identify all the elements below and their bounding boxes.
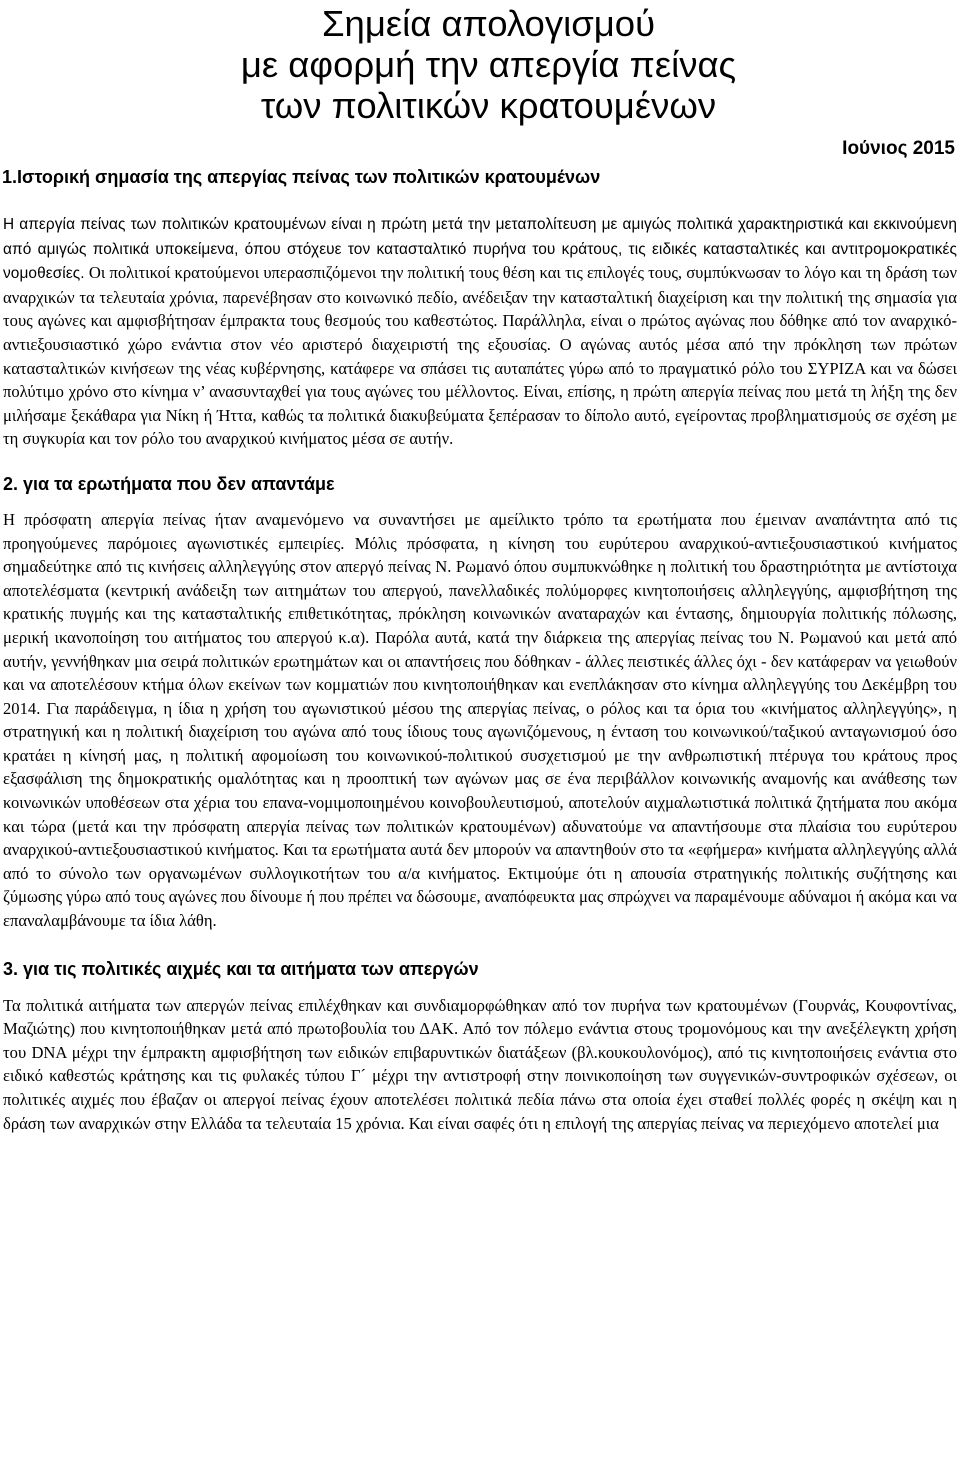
section-paragraph-1 (3, 212, 957, 451)
title-line: με αφορμή την απεργία πείνας (240, 44, 737, 85)
section-heading-3: 3. για τις πολιτικές αιχμές και τα αιτήματα των απεργών (3, 958, 479, 979)
title-line: των πολιτικών κρατουμένων (260, 85, 717, 126)
paragraph-sans-text: Η απεργία πείνας των πολιτικών κρατουμένων είναι η πρώτη μετά την μεταπολίτευση με αμιγώς πολιτικά χαρακτηριστικά και εκκινούμενη από αμιγώς πολιτικά υποκείμενα, όπου στόχευε τον κατασταλτικό πυρήνα του κράτους, τις ειδικές κατασταλτικές και αντιτρομοκρατικές νομοθεσίες. (3, 216, 957, 283)
section-heading-1: 1.Ιστορική σημασία της απεργίας πείνας των πολιτικών κρατουμένων (2, 167, 601, 187)
document-date: Ιούνιος 2015 (842, 138, 955, 159)
document-title (3, 0, 957, 126)
section-paragraph-3: Τα πολιτικά αιτήματα των απεργών πείνας επιλέχθηκαν και συνδιαμορφώθηκαν από τον πυρήνα των κρατουμένων (Γουρνάς, Κουφοντίνας, Μαζιώτης) που κινητοποιήθηκαν μετά από πρωτοβουλία του ΔΑΚ. Από τον πόλεμο ενάντια στους τρομονόμους και την ανεξέλεγκτη χρήση του DNA μέχρι την έμπρακτη αμφισβήτηση των ειδικών επιβαρυντικών διατάξεων (βλ.κουκουλονόμος), από τις κινητοποιήσεις ενάντια στο ειδικό καθεστώς κράτησης και τις φυλακές τύπου Γ´ μέχρι την αντιστροφή στην ποινικοποίηση των συγγενικών-συντροφικών σχέσεων, οι πολιτικές αιχμές που έβαζαν οι απεργοί πείνας έχουν αποτελέσει πολιτικά πεδία πάνω στα οποία έχει σταθεί πολλές φορές η σκέψη και η δράση των αναρχικών στην Ελλάδα τα τελευταία 15 χρόνια. Και είναι σαφές ότι η επιλογή της απεργίας πείνας να περιεχόμενο αποτελεί μια (3, 995, 957, 1133)
title-line: Σημεία απολογισμού (321, 3, 656, 44)
section-paragraph-2: Η πρόσφατη απεργία πείνας ήταν αναμενόμενο να συναντήσει με αμείλικτο τρόπο τα ερωτήματα που έμειναν αναπάντητα από τις προηγούμενες παρόμοιες αγωνιστικές εμπειρίες. Μόλις πρόσφατα, η κίνηση του ευρύτερου αναρχικού-αντιεξουσιαστικού κινήματος σημαδεύτηκε από τις κινήσεις αλληλεγγύης στον απεργό πείνας Ν. Ρωμανό όπου συμπυκνώθηκε η πολιτική του δραστηριότητα με αντίστοιχα αποτελέσματα (κεντρική ανάδειξη των αιτημάτων του απεργού, πανελλαδικές πολύμορφες κινητοποιήσεις αλληλεγγύης, αμφισβήτηση της κρατικής πυγμής και της κατασταλτικής επιθετικότητας, πρόκληση κοινωνικών αναταραχών και έντασης, δημιουργία πολιτικής πόλωσης, μερική ικανοποίηση του αιτήματος του απεργού κ.α). Παρόλα αυτά, κατά την διάρκεια της απεργίας πείνας του Ν. Ρωμανού και μετά από αυτήν, γεννήθηκαν μια σειρά πολιτικών ερωτημάτων και οι απαντήσεις που δόθηκαν - άλλες πειστικές άλλες όχι - δεν κατάφεραν να γειωθούν και να αποτελέσουν κτήμα όλων εκείνων των κομματιών που κινητοποιήθηκαν και ενεπλάκησαν στο κίνημα αλληλεγγύης του Δεκέμβρη του 2014. Για παράδειγμα, η ίδια η χρήση του αγωνιστικού μέσου της απεργίας πείνας, ο ρόλος και τα όρια του «κινήματος αλληλεγγύης», η στρατηγική και η πολιτική διαχείριση του αγώνα από τους ίδιους τους αγωνιζόμενους, η ένταση του κοινωνικού/ταξικού ανταγωνισμού όσο κρατάει η κίνησή μας, η πολιτική αφομοίωση του κοινωνικού-πολιτικού συσχετισμού με την ανθρωπιστική πτέρυγα του κράτους προς εξασφάλιση της δημοκρατικής ομαλότητας και η προοπτική των αγώνων μας σε ένα περιβάλλον κοινωνικής αναμονής και ανάθεσης των κοινωνικών υποθέσεων στα χέρια του επανα-νομιμοποιημένου κοινοβουλευτισμού, αποτελούν αιχμαλωτιστικά πολιτικά ζητήματα που ακόμα και τώρα (μετά και την πρόσφατη απεργία πείνας των πολιτικών κρατουμένων) αδυνατούμε να απαντήσουμε στα πλαίσια του ευρύτερου αναρχικού-αντιεξουσιαστικού κινήματος. Και τα ερωτήματα αυτά δεν μπορούν να απαντηθούν στο τα «εφήμερα» κινήματα αλληλεγγύης αλλά από το σύνολο των οργανωμένων συλλογικοτήτων του α/α κινήματος. Εκτιμούμε ότι η απουσία στρατηγικής πολιτικής συζήτησης και ζύμωσης γύρω από τους αγώνες που δίνουμε ή που πρέπει να δώσουμε, αναπόφευκτα μας σπρώχνει να παραμένουμε αδύναμοι ή ακόμα και να επαναλαμβάνουμε τα ίδια λάθη. (3, 509, 957, 931)
section-heading-2: 2. για τα ερωτήματα που δεν απαντάμε (3, 473, 335, 494)
paragraph-serif-text: Οι πολιτικοί κρατούμενοι υπερασπιζόμενοι την πολιτική τους θέση και τις επιλογές τους, συμπύκνωσαν το λόγο και τη δράση των αναρχικών τα τελευταία χρόνια, παρενέβησαν στο κοινωνικό πεδίο, ανέδειξαν την κατασταλτική διαχείριση και την πολιτική της σημασία για τους αγώνες και αμφισβήτησαν έμπρακτα τους θεσμούς του καθεστώτος. Παράλληλα, είναι ο πρώτος αγώνας που δόθηκε από τον αναρχικό-αντιεξουσιαστικό χώρο ενάντια στον νέο αριστερό διαχειριστή της εξουσίας. Ο αγώνας αυτός μέσα από την πρόκληση των πρώτων κατασταλτικών κινήσεων της νέας κυβέρνησης, κατάφερε να σπάσει τις αυταπάτες γύρω από το πραγματικό ρόλο του ΣΥΡΙΖΑ και να δώσει πολύτιμο χρόνο στο κίνημα ν’ ανασυνταχθεί για τους αγώνες του μέλλοντος. Είναι, επίσης, η πρώτη απεργία πείνας που μετά τη λήξη της δεν μιλήσαμε ξεκάθαρα για Νίκη ή Ήττα, καθώς τα πολιτικά διακυβεύματα ξεπέρασαν το δίπολο αυτό, εγείροντας προβληματισμούς σε σχέση με τη συγκυρία και τον ρόλο του αναρχικού κινήματος μέσα σε αυτήν. (3, 263, 957, 449)
